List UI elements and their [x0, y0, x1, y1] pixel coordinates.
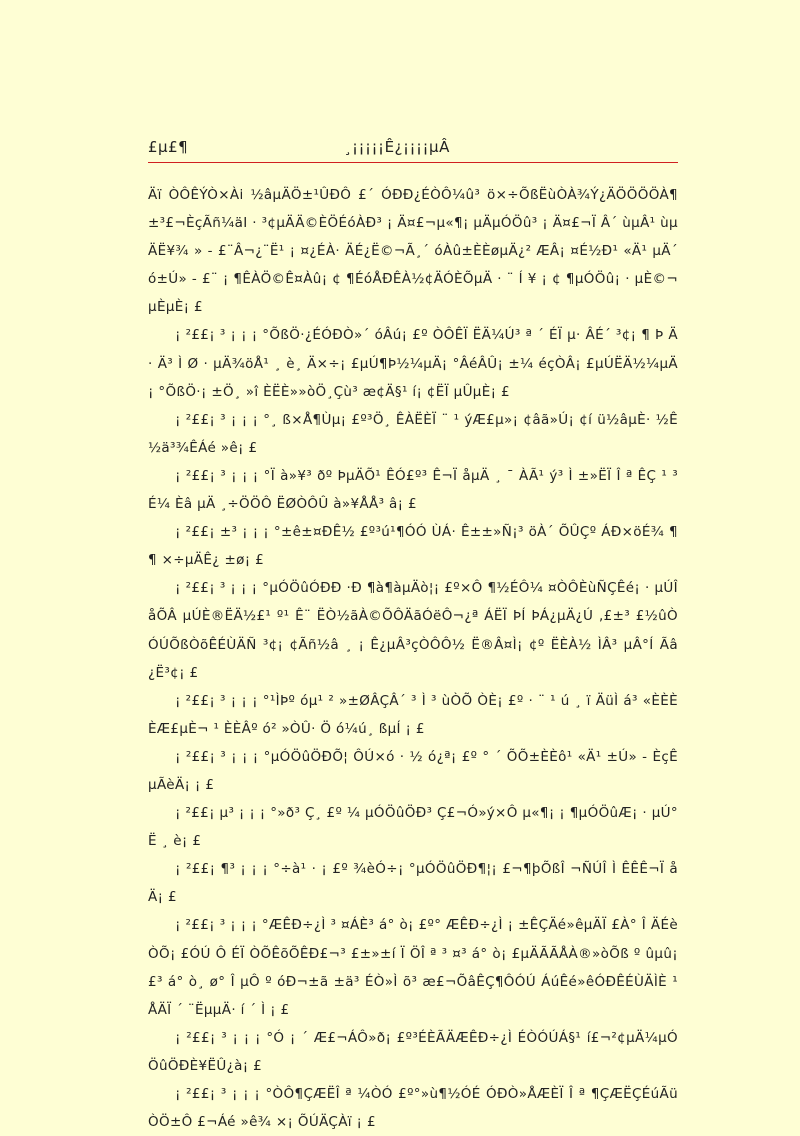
paragraph: ¡ ²££¡ ±³ ¡ ¡ ¡ °±ê±¤ÐÊ½ £º³ú¹¶ÓÓ ÙÁ· Ê±±»Ñ¡³ öÀ´ ÕÛÇº ÁÐ×öÉ¾ ¶¶ ×÷µÄÊ¿ ±ø¡ £ — [148, 524, 678, 569]
paragraph: Äï ÒÔÊÝÒ×Ài ½âµÄÖ±¹ÛÐÔ £´ ÓÐÐ¿ÉÒÔ¼û³ ö×÷ÕßËùÒÀ¾Ý¿ÄÖÖÖÖÀ¶±³£¬ÈçÃñ¼äI · ³¢µÄÄ©ÈÖÉóÀÐ³ ¡ Ä¤£¬µ«¶¡ µÄµÓÖû³ ¡ Ä¤£¬Ï Â´ ùµÂ¹ ùµÄË¥¾ » - £¨Â¬¿¨Ë¹ ¡ ¤¿ÉÀ· ÄÉ¿Ë©¬Ã¸´ óÀû±ÈÈøµÄ¿² ÆÂ¡ ¤É½Ð¹ «Ä¹ µÄ´ ó±Ú» - £¨ ¡ ¶ÊÀÖ©Ê¤Àû¡ ¢ ¶ÉóÅÐÊÀ½¢ÄÓÈÕµÄ · ¨ Í ¥ ¡ ¢ ¶µÓÖû¡ · µÈ©¬µÈµÈ¡ £ — [148, 187, 678, 316]
header-divider — [148, 162, 678, 163]
paragraph: ¡ ²££¡ ³ ¡ ¡ ¡ °Ó ¡ ´ Æ£¬ÁÔ»ð¡ £º³ÉÈÃÄÆÊÐ÷¿Ì ÉÒÓÚÁ§¹ í£¬²¢µÄ¼µÓÖûÖÐÈ¥ËÛ¿à¡ £ — [148, 1029, 678, 1074]
paragraph: ¡ ²££¡ ¶³ ¡ ¡ ¡ °÷à¹ · ¡ £º ¾èÓ÷¡ °µÓÖûÖÐ¶¦¡ £¬¶þÕßÎ ¬ÑÚÎ Ì ÊÊÊ¬Ï åÄ¡ £ — [148, 861, 678, 906]
body-text — [148, 181, 678, 1136]
page-header — [148, 136, 678, 166]
paragraph: ¡ ²££¡ ³ ¡ ¡ ¡ °µÓÖûÓÐÐ ·Ð ¶à¶àµÄò¦¡ £º×Ô ¶½ÉÔ¼ ¤ÒÔÈùÑÇÊé¡ · µÚÎ åÕÂ µÚÈ®ËÄ½£¹ º¹ Ê¨ ËÒ½ãÀ©ÕÔÄãÓëÔ¬¿ª ÁËÏ ÞÍ ÞÁ¿µÄ¿Ú ,£±³ £½ûÒÓÚÕßÒõÊÉÙÄÑ ³¢¡ ¢Ãñ½â ¸ ¡ Ê¿µÂ³çÒÔÔ½ Ë®Â¤Ì¡ ¢º ËÈÀ½ ÌÂ³ µÂ°Í Ãâ ¿Ë³¢¡ £ — [148, 580, 678, 681]
paragraph: ¡ ²££¡ ³ ¡ ¡ ¡ °Ï à»¥³ ðº ÞµÄÕ¹ ÊÓ£º³ Ê¬Ï åµÄ ¸ ¯ ÀÃ¹ ý³ Ì ±»ËÏ Î ª ÊÇ ¹ ³ É¼ Èâ µÄ ¸÷ÖÖÔ ËØÒÔÛ à»¥ÅÅ³ â¡ £ — [148, 467, 678, 513]
paragraph: ¡ ²££¡ ³ ¡ ¡ ¡ °¹ÌÞº óµ¹ ² »±ØÂÇÂ´ ³ Ì ³ ùÒÕ ÒÈ¡ £º · ¨ ¹ ú ¸ ï ÄüÌ á³ «ÈÈÈÈÆ£µÈ¬ ¹ ÈÈÂº ó² »ÒÛ· Ö ó¼ú¸ ßµÍ ¡ £ — [148, 692, 678, 737]
paragraph: ¡ ²££¡ ³ ¡ ¡ ¡ °µÓÖûÖÐÕ¦ ÔÚ×ó · ½ ó¿ª¡ £º ° ´ ÕÕ±ÈÈô¹ «Ä¹ ±Ú» - ÈçÊµÃèÄ¡ ¡ £ — [148, 748, 678, 793]
paragraph: ¡ ²££¡ ³ ¡ ¡ ¡ °¸ ß×Å¶Ùµ¡ £º³Ö¸ ÊÀËÈÏ ¨ ¹ ýÆ£µ»¡ ¢âã»Ú¡ ¢í ü½âµÈ· ½Ê½ä³¾ÊÁé »ê¡ £ — [148, 411, 678, 456]
paragraph: ¡ ²££¡ ³ ¡ ¡ ¡ °ÆÊÐ÷¿Ì ³ ¤ÁÈ³ á° ò¡ £º° ÆÊÐ÷¿Ì ¡ ±ÊÇÄé»êµÄÏ £À° Î ÄÉèÒÕ¡ £ÓÚ Ô ÉÏ ÒÕÊõÕÊÐ£¬³ £±»±í Ï ÖÎ ª ³ ¤³ á° ò¡ £µÄÃÃÅÀ®»òÕß º ûµû¡ £³ á° ò¸ ø° Î µÔ º óÐ¬±ã ±ä³ ÉÒ»Ì õ³ æ£¬ÕâÊÇ¶ÔÓÚ ÁúÊé»êÓÐÊÉÙÄÌÈ ¹ ÅÄÏ ´ ¨ËµµÄ· í ´ Ì ¡ £ — [148, 917, 678, 1018]
paragraph: ¡ ²££¡ ³ ¡ ¡ ¡ °ÒÔ¶ÇÆËÎ ª ¼ÒÓ £º°»ù¶½ÓÉ ÓÐÒ»ÅÆÈÏ Î ª ¶ÇÆËÇÉúÃüÒÖ±Ô £¬Áé »ê¾ ×¡ ÕÚÄÇÀï ¡ £ — [148, 1086, 678, 1131]
page-number: £µ£¶ — [148, 138, 189, 156]
running-title: ¸¡¡¡¡¡Ê¿¡¡¡¡µÂ — [344, 138, 450, 156]
paragraph: ¡ ²££¡ ³ ¡ ¡ ¡ °ÕßÖ·¿ÉÓÐÒ»´ óÂú¡ £º ÒÔÊÏ ËÄ¼Ú³ ª ´ ÉÏ µ· ÂÉ´ ³¢¡ ¶ Þ Ä· Ä³ Ì Ø · µÄ¾öÅ¹ ¸ è¸ Ä×÷¡ £µÚ¶Þ½¼µÄ¡ °ÂéÂÛ¡ ±¼ éçÒÂ¡ £µÚËÄ½¼µÄ¡ °ÕßÖ·¡ ±Ö¸ »î ÈËÈ»»òÖ¸Çù³ æ¢Ä§¹ í¡ ¢ËÏ µÛµÈ¡ £ — [148, 327, 678, 400]
paragraph: ¡ ²££¡ µ³ ¡ ¡ ¡ °»ð³ Ç¸ £º ¼ µÓÖûÖÐ³ Ç£¬Ó»ý×Ô µ«¶¡ ¡ ¶µÓÖûÆ¡ · µÚ° Ë ¸ è¡ £ — [148, 805, 678, 850]
